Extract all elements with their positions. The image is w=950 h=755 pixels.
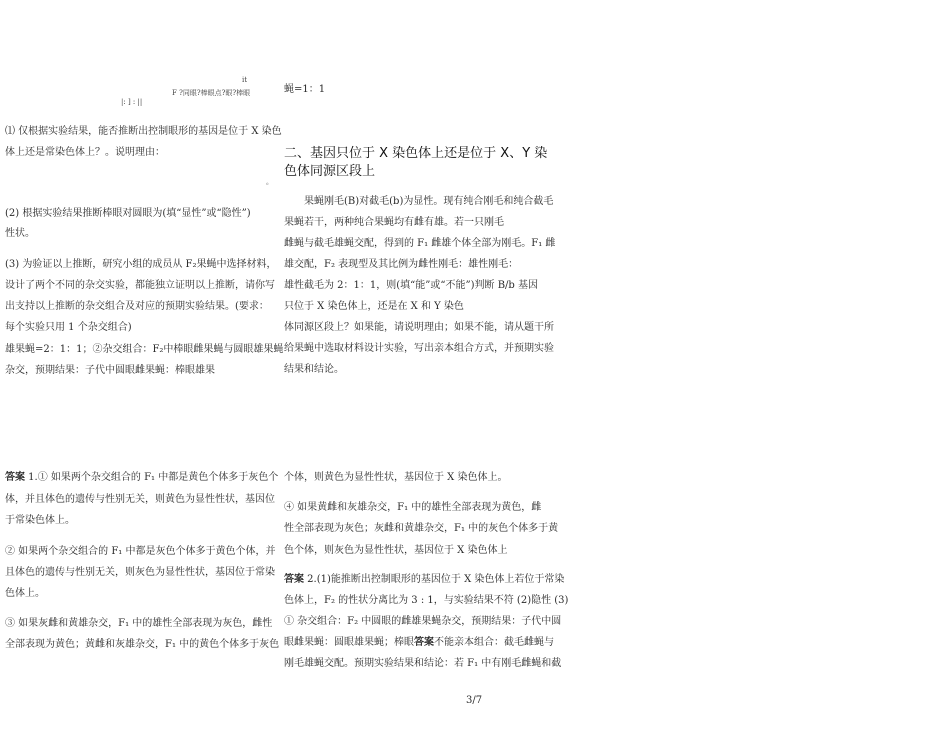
answer-label: 答案 [5, 472, 25, 483]
answer-block-2-line-2: 色体上，F₂ 的性状分离比为 3 : 1，与实验结果不符 (2)隐性 (3) [284, 595, 569, 606]
fragment-small-line: F ?同眼?棒眼点?眼?棒眼 [172, 89, 251, 97]
answer-1-line-1 [5, 471, 278, 485]
question-3-line-1: (3) 为验证以上推断，研究小组的成员从 F₂果蝇中选择材料， [5, 259, 277, 270]
problem-line-8: 给果蝇中选取材料设计实验，写出亲本组合方式，并预期实验 [284, 343, 554, 354]
answer-label-2: 答案 [284, 574, 304, 585]
answer-block-2-line-4 [284, 636, 554, 650]
problem-line-9: 结果和结论。 [284, 364, 344, 375]
question-3-line-2: 设计了两个不同的杂交实验，都能独立证明以上推断，请你写 [5, 280, 275, 291]
right-lower-line-1: 个体，则黄色为显性性状，基因位于 X 染色体上。 [284, 472, 508, 483]
question-3-line-3: 出支持以上推断的杂交组合及对应的预期实验结果。(要求： [5, 301, 269, 312]
answer-1-line-2: 体，并且体色的遗传与性别无关，则黄色为显性性状，基因位 [5, 494, 275, 505]
answer-block-2-line-3: ① 杂交组合：F₂ 中圆眼的雌雄果蝇杂交，预期结果：子代中圆 [284, 616, 562, 627]
question-3-line-5: 雄果蝇=2：1：1；②杂交组合：F₂中棒眼雌果蝇与圆眼雄果蝇 [5, 344, 284, 355]
answer-block-2-line-1 [284, 573, 564, 587]
answer-4-line-3: 色个体，则灰色为显性性状，基因位于 X 染色体上 [284, 545, 508, 556]
fragment-fly-ratio: 蝇=1：1 [284, 84, 326, 95]
question-1-line-1: ⑴ 仅根据实验结果，能否推断出控制眼形的基因是位于 X 染色 [5, 126, 282, 137]
problem-line-1: 果蝇刚毛(B)对截毛(b)为显性。现有纯合刚毛和纯合截毛 [304, 196, 554, 207]
answer-3-line-1: ③ 如果灰雌和黄雄杂交，F₁ 中的雄性全部表现为灰色，雌性 [5, 618, 273, 629]
answer-4-line-2: 性全部表现为灰色；灰雌和黄雄杂交，F₁ 中的灰色个体多于黄 [284, 523, 559, 534]
page-number: 3/7 [466, 695, 483, 706]
answer-1-line-3: 于常染色体上。 [5, 515, 75, 526]
section-heading-line-2: 色体同源区段上 [284, 164, 376, 179]
answer-1-text: 1.① 如果两个杂交组合的 F₁ 中都是黄色个体多于灰色个 [25, 472, 279, 483]
answer-block-2-line-4-text: 眼雌果蝇：圆眼雄果蝇；棒眼 [284, 637, 414, 648]
answer-block-2-text: 2.(1)能推断出控制眼形的基因位于 X 染色体上若位于常染 [304, 574, 565, 585]
answer-block-2-line-5: 刚毛雄蝇交配。预期实验结果和结论：若 F₁ 中有刚毛雌蝇和截 [284, 658, 562, 669]
answer-block-2-line-4-tail: 不能亲本组合：截毛雌蝇与 [434, 637, 554, 648]
fragment-small-mark: 。 [266, 178, 273, 186]
question-2-line-1: (2) 根据实验结果推断棒眼对圆眼为(填“显性”或“隐性”) [5, 208, 251, 219]
problem-line-3: 雌蝇与截毛雄蝇交配，得到的 F₁ 雌雄个体全部为刚毛。F₁ 雌 [284, 238, 556, 249]
problem-line-7: 体同源区段上？如果能，请说明理由；如果不能，请从题干所 [284, 322, 554, 333]
fragment-it: it [242, 76, 248, 84]
problem-line-2: 果蝇若干，两种纯合果蝇均有雌有雄。若一只刚毛 [284, 217, 504, 228]
fragment-tiny-marks: |: ] : || [121, 98, 143, 106]
question-1-line-2: 体上还是常染色体上？。说明理由： [5, 147, 165, 158]
question-2-line-2: 性状。 [5, 228, 35, 239]
problem-line-4: 雄交配，F₂ 表现型及其比例为雌性刚毛：雄性刚毛： [284, 259, 519, 270]
answer-label-3: 答案 [414, 637, 434, 648]
question-3-line-4: 每个实验只用 1 个杂交组合) [5, 322, 132, 333]
section-heading-line-1: 二、基因只位于 X 染色体上还是位于 X、Y 染 [284, 146, 548, 161]
problem-line-5: 雄性截毛为 2：1：1，则(填“能”或“不能”)判断 B/b 基因 [284, 280, 538, 291]
answer-2-line-3: 色体上。 [5, 588, 45, 599]
question-3-line-6: 杂交，预期结果：子代中圆眼雌果蝇：棒眼雄果 [5, 365, 215, 376]
answer-2-line-1: ② 如果两个杂交组合的 F₁ 中都是灰色个体多于黄色个体，并 [5, 546, 276, 557]
answer-2-line-2: 且体色的遗传与性别无关，则灰色为显性性状，基因位于常染 [5, 567, 275, 578]
answer-4-line-1: ④ 如果黄雌和灰雄杂交，F₁ 中的雄性全部表现为黄色，雌 [284, 502, 542, 513]
problem-line-6: 只位于 X 染色体上，还是在 X 和 Y 染色 [284, 301, 464, 312]
answer-3-line-2: 全部表现为黄色；黄雌和灰雄杂交，F₁ 中的黄色个体多于灰色 [5, 639, 280, 650]
